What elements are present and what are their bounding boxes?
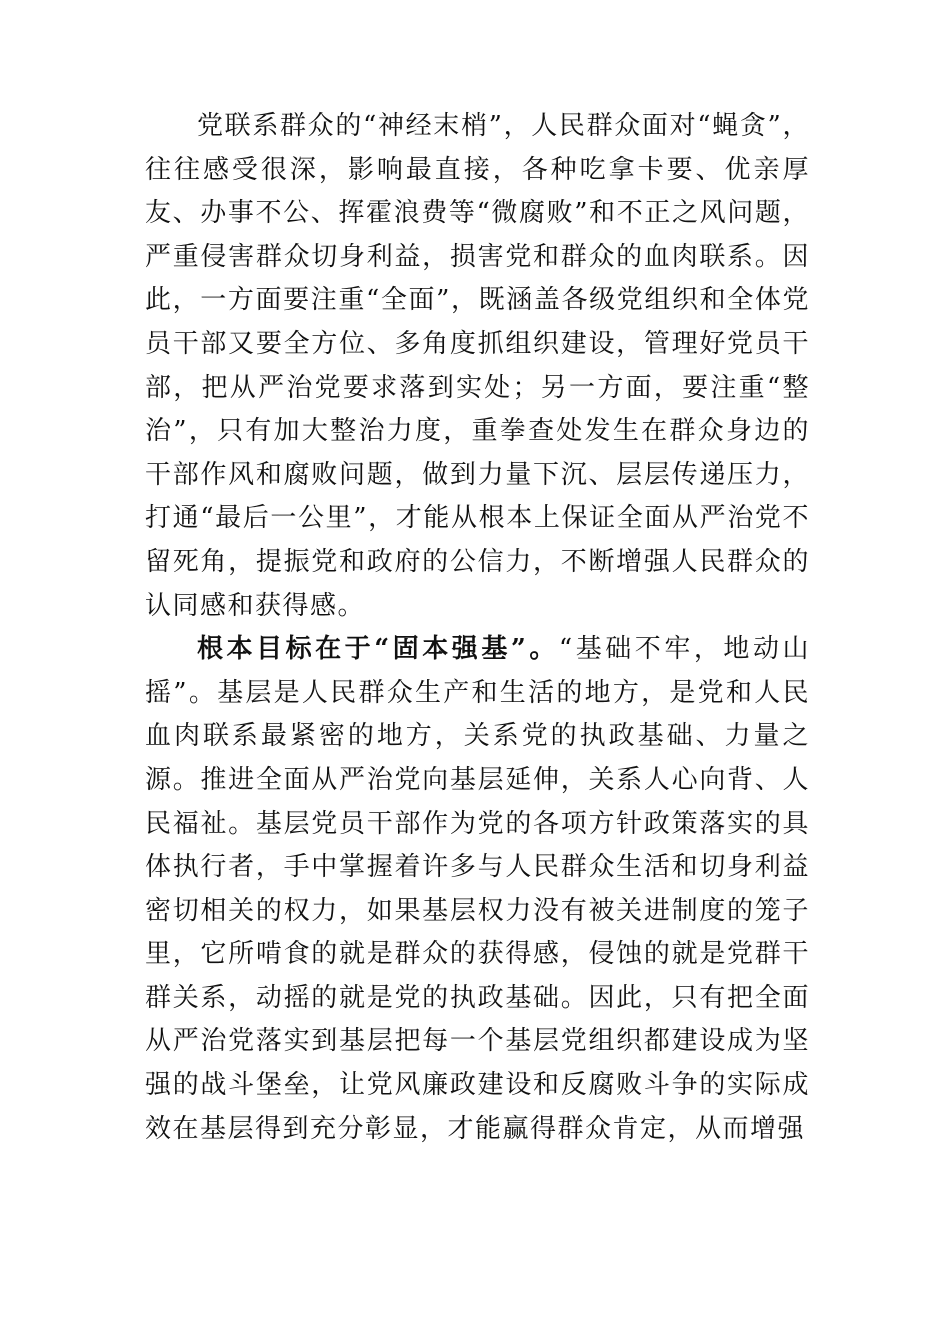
document-page (145, 105, 810, 1151)
paragraph-2 (145, 628, 810, 1151)
paragraph-2-body: “基础不牢，地动山摇”。基层是人民群众生产和生活的地方，是党和人民血肉联系最紧密的地方，关系党的执政基础、力量之源。推进全面从严治党向基层延伸，关系人心向背、人民福祉。基层党员干部作为党的各项方针政策落实的具体执行者，手中掌握着许多与人民群众生活和切身利益密切相关的权力，如果基层权力没有被关进制度的笼子里，它所啃食的就是群众的获得感，侵蚀的就是党群干群关系，动摇的就是党的执政基础。因此，只有把全面从严治党落实到基层把每一个基层党组织都建设成为坚强的战斗堡垒，让党风廉政建设和反腐败斗争的实际成效在基层得到充分彰显，才能赢得群众肯定，从而增强 (145, 634, 810, 1144)
paragraph-2-lead: 根本目标在于“固本强基”。 (197, 634, 559, 665)
paragraph-1: 党联系群众的“神经末梢”，人民群众面对“蝇贪”，往往感受很深，影响最直接，各种吃拿卡要、优亲厚友、办事不公、挥霍浪费等“微腐败”和不正之风问题，严重侵害群众切身利益，损害党和群众的血肉联系。因此，一方面要注重“全面”，既涵盖各级党组织和全体党员干部又要全方位、多角度抓组织建设，管理好党员干部，把从严治党要求落到实处；另一方面，要注重“整治”，只有加大整治力度，重拳查处发生在群众身边的干部作风和腐败问题，做到力量下沉、层层传递压力，打通“最后一公里”，才能从根本上保证全面从严治党不留死角，提振党和政府的公信力，不断增强人民群众的认同感和获得感。 (145, 111, 810, 621)
